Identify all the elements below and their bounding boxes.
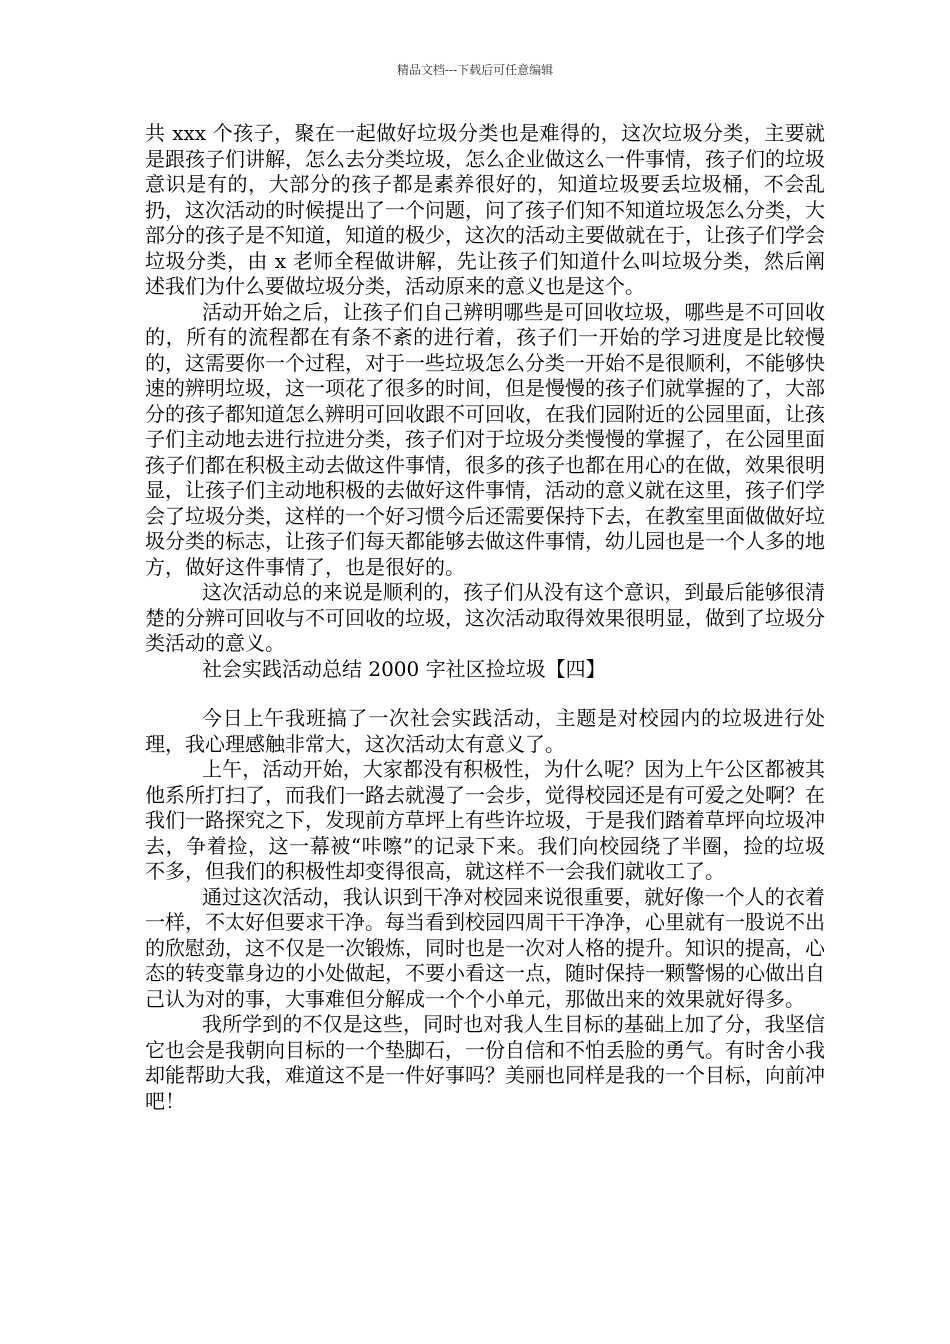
paragraph-reflection: 通过这次活动，我认识到干净对校园来说很重要，就好像一个人的衣着一样，不太好但要求干净。每当看到校园四周干干净净，心里就有一股说不出的欣慰劲，这不仅是一次锻炼，同时也是一次对人格的提升。知识的提高，心态的转变靠身边的小处做起，不要小看这一点，随时保持一颗警惕的心做出自己认为对的事，大事难但分解成一个个小单元，那做出来的效果就好得多。 (145, 884, 825, 1011)
paragraph-activity-start: 活动开始之后，让孩子们自己辨明哪些是可回收垃圾，哪些是不可回收的，所有的流程都在有条不紊的进行着，孩子们一开始的学习进度是比较慢的，这需要你一个过程，对于一些垃圾怎么分类一开始不是很顺利，不能够快速的辨明垃圾，这一项花了很多的时间，但是慢慢的孩子们就掌握的了，大部分的孩子都知道怎么辨明可回收跟不可回收，在我们园附近的公园里面，让孩子们主动地去进行拉进分类，孩子们对于垃圾分类慢慢的掌握了，在公园里面孩子们都在积极主动去做这件事情，很多的孩子也都在用心的在做，效果很明显，让孩子们主动地积极的去做好这件事情，活动的意义就在这里，孩子们学会了垃圾分类，这样的一个好习惯今后还需要保持下去，在教室里面做做好垃圾分类的标志，让孩子们每天都能够去做这件事情，幼儿园也是一个人多的地方，做好这件事情了，也是很好的。 (145, 299, 825, 579)
blank-line (145, 682, 825, 706)
paragraph-morning-practice: 今日上午我班搞了一次社会实践活动，主题是对校园内的垃圾进行处理，我心理感触非常大，这次活动太有意义了。 (145, 706, 825, 756)
document-body (145, 121, 825, 1114)
section-heading: 社会实践活动总结 2000 字社区捡垃圾【四】 (202, 656, 606, 681)
paragraph-activity-summary: 这次活动总的来说是顺利的，孩子们从没有这个意识，到最后能够很清楚的分辨可回收与不可回收的垃圾，这次活动取得效果很明显，做到了垃圾分类活动的意义。 (145, 580, 825, 655)
paragraph-conclusion: 我所学到的不仅是这些，同时也对我人生目标的基础上加了分，我坚信它也会是我朝向目标的一个垫脚石，一份自信和不怕丢脸的勇气。有时舍小我却能帮助大我，难道这不是一件好事吗？美丽也同样是我的一个目标，向前冲吧！ (145, 1012, 825, 1113)
paragraph-morning-activity: 上午，活动开始，大家都没有积极性，为什么呢？因为上午公区都被其他系所打扫了，而我们一路去就漫了一会步，觉得校园还是有可爱之处啊？在我们一路探究之下，发现前方草坪上有些许垃圾，于是我们踏着草坪向垃圾冲去，争着捡，这一幕被“咔嚓”的记录下来。我们向校园绕了半圈，捡的垃圾不多，但我们的积极性却变得很高，就这样不一会我们就收工了。 (145, 757, 825, 883)
page-header: 精品文档---下载后可任意编辑 (396, 63, 554, 77)
paragraph-intro: 共 xxx 个孩子，聚在一起做好垃圾分类也是难得的，这次垃圾分类，主要就是跟孩子们讲解，怎么去分类垃圾，怎么企业做这么一件事情，孩子们的垃圾意识是有的，大部分的孩子都是素养很好的，知道垃圾要丢垃圾桶，不会乱扔，这次活动的时候提出了一个问题，问了孩子们知不知道垃圾怎么分类，大部分的孩子是不知道，知道的极少，这次的活动主要做就在于，让孩子们学会垃圾分类，由 x 老师全程做讲解，先让孩子们知道什么叫垃圾分类，然后阐述我们为什么要做垃圾分类，活动原来的意义也是这个。 (145, 121, 825, 298)
